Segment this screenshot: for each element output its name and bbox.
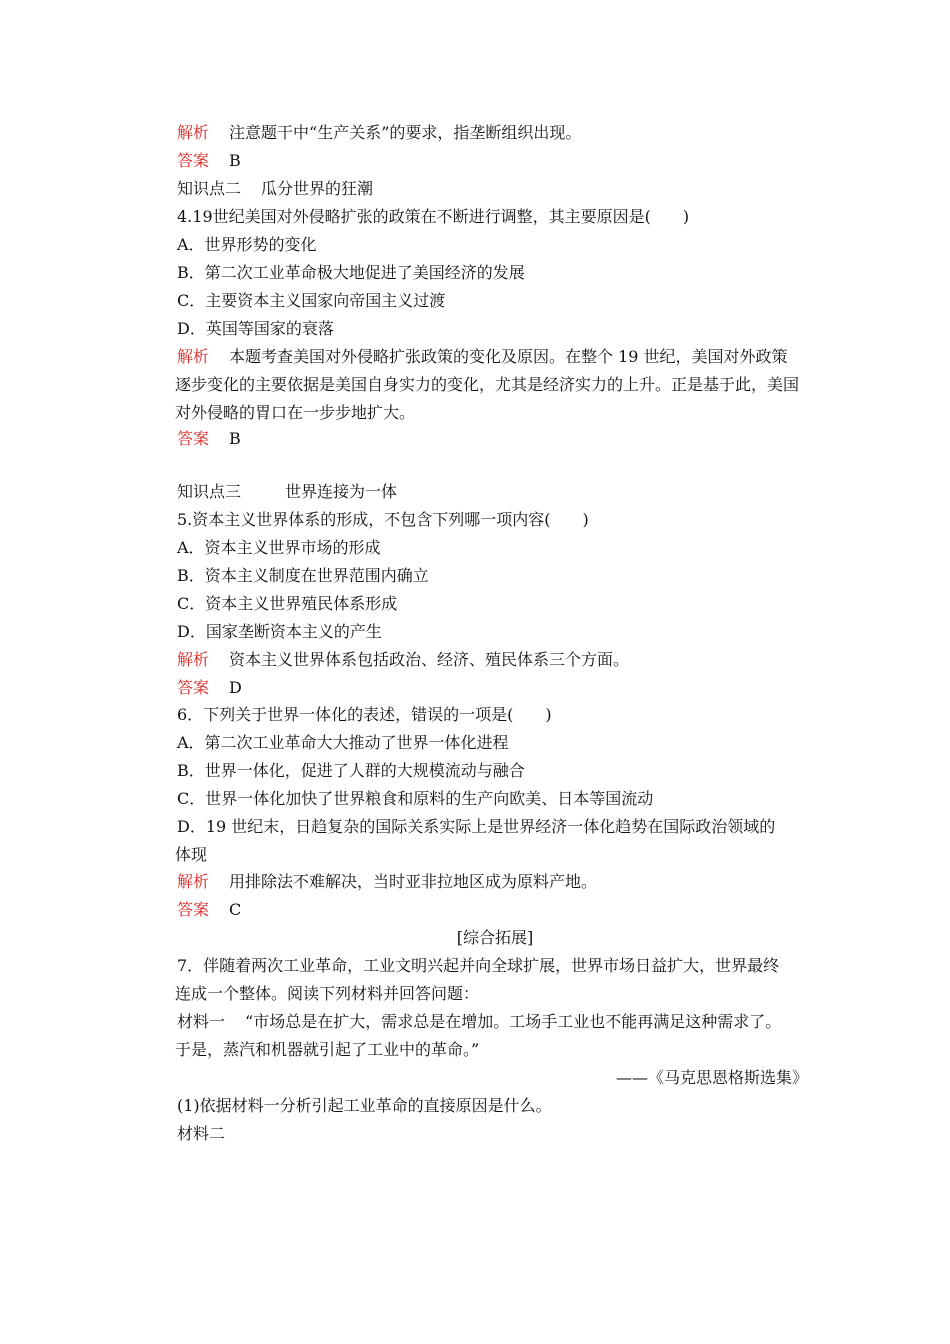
- answer-label: 答案: [177, 900, 210, 919]
- q7-stem-line-1: 7．伴随着两次工业革命，工业文明兴起并向全球扩展，世界市场日益扩大，世界最终: [177, 956, 780, 975]
- q6-stem: 6．下列关于世界一体化的表述，错误的一项是( ): [177, 705, 552, 724]
- q4-option-b: B．第二次工业革命极大地促进了美国经济的发展: [177, 263, 525, 282]
- q7-material1: [177, 1012, 781, 1032]
- q6-option-c: C．世界一体化加快了世界粮食和原料的生产向欧美、日本等国流动: [177, 789, 654, 808]
- q4-option-d: D．英国等国家的衰落: [177, 319, 334, 338]
- q3-answer: [177, 151, 241, 171]
- analysis-label: 解析: [177, 347, 210, 366]
- q7-material2-label: 材料二: [177, 1124, 226, 1143]
- q7-sub-question-1: (1)依据材料一分析引起工业革命的直接原因是什么。: [177, 1096, 552, 1115]
- q4-option-a: A．世界形势的变化: [177, 235, 317, 254]
- q6-answer: [177, 900, 241, 920]
- q5-option-d: D．国家垄断资本主义的产生: [177, 622, 382, 641]
- answer-label: 答案: [177, 151, 210, 170]
- q6-option-b: B．世界一体化，促进了人群的大规模流动与融合: [177, 761, 525, 780]
- q7-stem-line-2: 连成一个整体。阅读下列材料并回答问题：: [175, 984, 480, 1003]
- q6-option-d-cont: 体现: [175, 845, 208, 864]
- answer-label: 答案: [177, 429, 210, 448]
- q5-answer: [177, 678, 242, 698]
- q4-stem: 4.19世纪美国对外侵略扩张的政策在不断进行调整，其主要原因是( ): [177, 207, 690, 226]
- knowledge-point-2: [177, 179, 373, 199]
- q5-stem: 5.资本主义世界体系的形成，不包含下列哪一项内容( ): [177, 510, 589, 529]
- kp-title: 瓜分世界的狂潮: [261, 179, 374, 198]
- q5-option-c: C．资本主义世界殖民体系形成: [177, 594, 398, 613]
- kp-label: 知识点三: [177, 482, 242, 501]
- q4-analysis-line-3: 对外侵略的胃口在一步步地扩大。: [175, 403, 416, 422]
- answer-value: C: [229, 900, 242, 919]
- q4-answer: [177, 429, 241, 449]
- kp-title: 世界连接为一体: [285, 482, 398, 501]
- analysis-label: 解析: [177, 872, 210, 891]
- analysis-line-1: 本题考查美国对外侵略扩张政策的变化及原因。在整个 19 世纪，美国对外政策: [229, 347, 788, 366]
- material-line-1: “市场总是在扩大，需求总是在增加。工场手工业也不能再满足这种需求了。: [245, 1012, 782, 1031]
- q7-material1-line-2: 于是，蒸汽和机器就引起了工业中的革命。”: [175, 1040, 480, 1059]
- analysis-text: 注意题干中“生产关系”的要求，指垄断组织出现。: [229, 123, 582, 142]
- q6-option-d: D．19 世纪末，日趋复杂的国际关系实际上是世界经济一体化趋势在国际政治领域的: [177, 817, 776, 836]
- q6-option-a: A．第二次工业革命大大推动了世界一体化进程: [177, 733, 509, 752]
- q4-option-c: C．主要资本主义国家向帝国主义过渡: [177, 291, 446, 310]
- analysis-text: 用排除法不难解决，当时亚非拉地区成为原料产地。: [229, 872, 598, 891]
- analysis-text: 资本主义世界体系包括政治、经济、殖民体系三个方面。: [229, 650, 630, 669]
- answer-value: B: [229, 151, 241, 170]
- answer-value: B: [229, 429, 241, 448]
- analysis-label: 解析: [177, 650, 210, 669]
- analysis-label: 解析: [177, 123, 210, 142]
- q5-option-a: A．资本主义世界市场的形成: [177, 538, 381, 557]
- answer-value: D: [229, 678, 242, 697]
- kp-label: 知识点二: [177, 179, 242, 198]
- q5-option-b: B．资本主义制度在世界范围内确立: [177, 566, 429, 585]
- section-heading: [综合拓展]: [456, 928, 534, 947]
- q6-analysis: [177, 872, 597, 892]
- material-label: 材料一: [177, 1012, 226, 1031]
- q4-analysis-line-2: 逐步变化的主要依据是美国自身实力的变化，尤其是经济实力的上升。正是基于此，美国: [175, 375, 800, 394]
- q5-analysis: [177, 650, 629, 670]
- q4-analysis: [177, 347, 788, 367]
- q3-analysis: [177, 123, 581, 143]
- q7-source: ——《马克思恩格斯选集》: [615, 1068, 808, 1087]
- knowledge-point-3: [177, 482, 397, 502]
- answer-label: 答案: [177, 678, 210, 697]
